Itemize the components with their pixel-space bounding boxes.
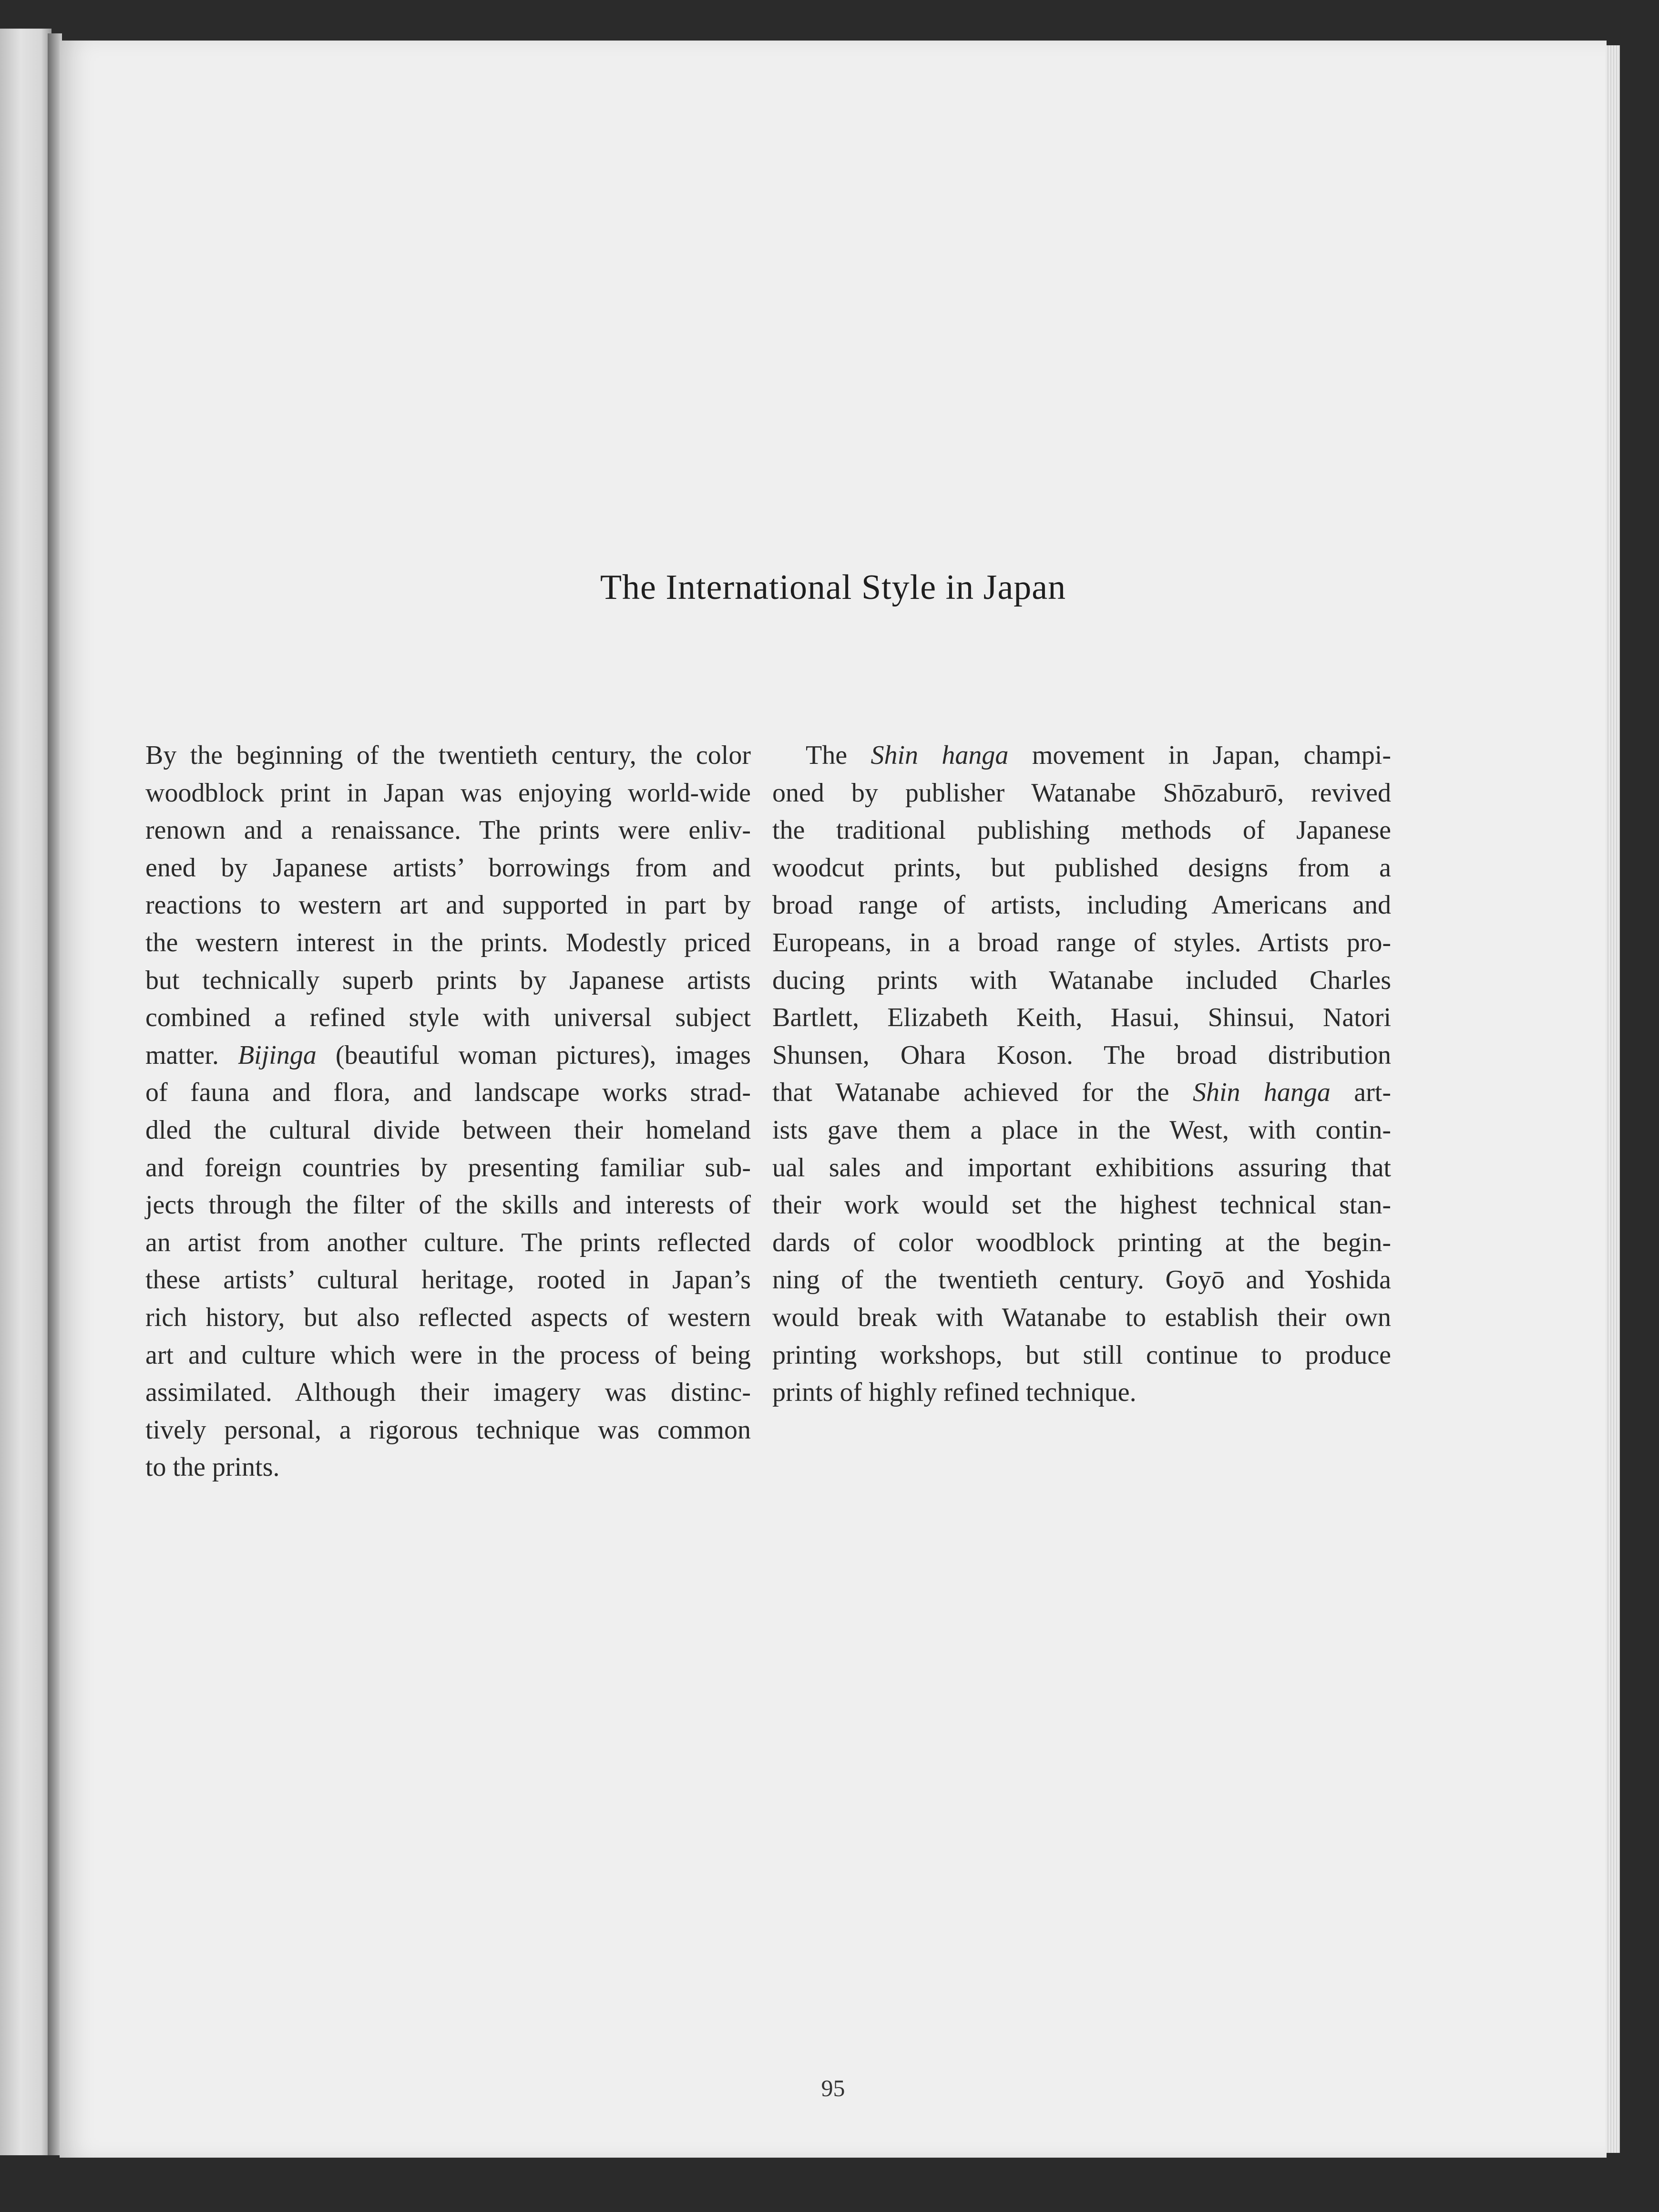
- text-line: dards of color woodblock printing at the begin-: [772, 1227, 1391, 1257]
- text-line: that Watanabe achieved for the Shin hanga art-: [772, 1078, 1391, 1108]
- text-line: matter. Bijinga (beautiful woman pictures), images: [145, 1040, 751, 1070]
- text-line: the traditional publishing methods of Japanese: [772, 815, 1391, 845]
- text-line: ual sales and important exhibitions assuring that: [772, 1152, 1391, 1183]
- text-line: tively personal, a rigorous technique was common: [145, 1415, 751, 1445]
- text-line: of fauna and flora, and landscape works strad-: [145, 1078, 751, 1108]
- text-line: combined a refined style with universal subject: [145, 1003, 751, 1033]
- page-number: 95: [821, 2075, 845, 2101]
- text-line: would break with Watanabe to establish their own: [772, 1302, 1391, 1332]
- text-line: Bartlett, Elizabeth Keith, Hasui, Shinsui, Natori: [772, 1003, 1391, 1033]
- text-line: broad range of artists, including Americans and: [772, 890, 1391, 920]
- text-line: assimilated. Although their imagery was distinc-: [145, 1378, 751, 1408]
- chapter-title: The International Style in Japan: [600, 568, 1066, 607]
- text-line: jects through the filter of the skills and interests of: [145, 1190, 751, 1220]
- text-line: art and culture which were in the process of being: [145, 1340, 751, 1370]
- text-line: printing workshops, but still continue to produce: [772, 1340, 1391, 1370]
- text-line: reactions to western art and supported in part by: [145, 890, 751, 920]
- page-edges-stack: [1606, 45, 1620, 2153]
- text-line: their work would set the highest technical stan-: [772, 1190, 1391, 1220]
- text-line: ened by Japanese artists’ borrowings from and: [145, 853, 751, 883]
- text-line: an artist from another culture. The prints reflected: [145, 1227, 751, 1257]
- text-line: the western interest in the prints. Modestly priced: [145, 927, 751, 957]
- text-line: ning of the twentieth century. Goyō and Yoshida: [772, 1265, 1391, 1295]
- text-line: The Shin hanga movement in Japan, champi-: [806, 741, 1391, 770]
- text-line: renown and a renaissance. The prints were enliv-: [145, 815, 751, 845]
- text-line: rich history, but also reflected aspects of western: [145, 1302, 751, 1332]
- text-line: Shunsen, Ohara Koson. The broad distribution: [772, 1040, 1391, 1070]
- text-line: these artists’ cultural heritage, rooted in Japan’s: [145, 1265, 751, 1295]
- text-line: By the beginning of the twentieth century, the color: [145, 741, 751, 770]
- text-line: dled the cultural divide between their homeland: [145, 1115, 751, 1145]
- text-line: ists gave them a place in the West, with contin-: [772, 1115, 1391, 1145]
- text-line: prints of highly refined technique.: [772, 1378, 1137, 1408]
- facing-page-edge: [0, 29, 51, 2155]
- text-line: to the prints.: [145, 1452, 280, 1482]
- left-column-text: [145, 737, 751, 1486]
- text-line: but technically superb prints by Japanese artists: [145, 965, 751, 995]
- text-line: woodblock print in Japan was enjoying world-wide: [145, 778, 751, 808]
- right-column-text: [772, 737, 1391, 1411]
- text-line: and foreign countries by presenting familiar sub-: [145, 1152, 751, 1183]
- book-page: [60, 41, 1607, 2158]
- text-line: Europeans, in a broad range of styles. Artists pro-: [772, 927, 1391, 957]
- text-line: oned by publisher Watanabe Shōzaburō, revived: [772, 778, 1391, 808]
- text-line: ducing prints with Watanabe included Charles: [772, 965, 1391, 995]
- text-line: woodcut prints, but published designs from a: [772, 853, 1391, 883]
